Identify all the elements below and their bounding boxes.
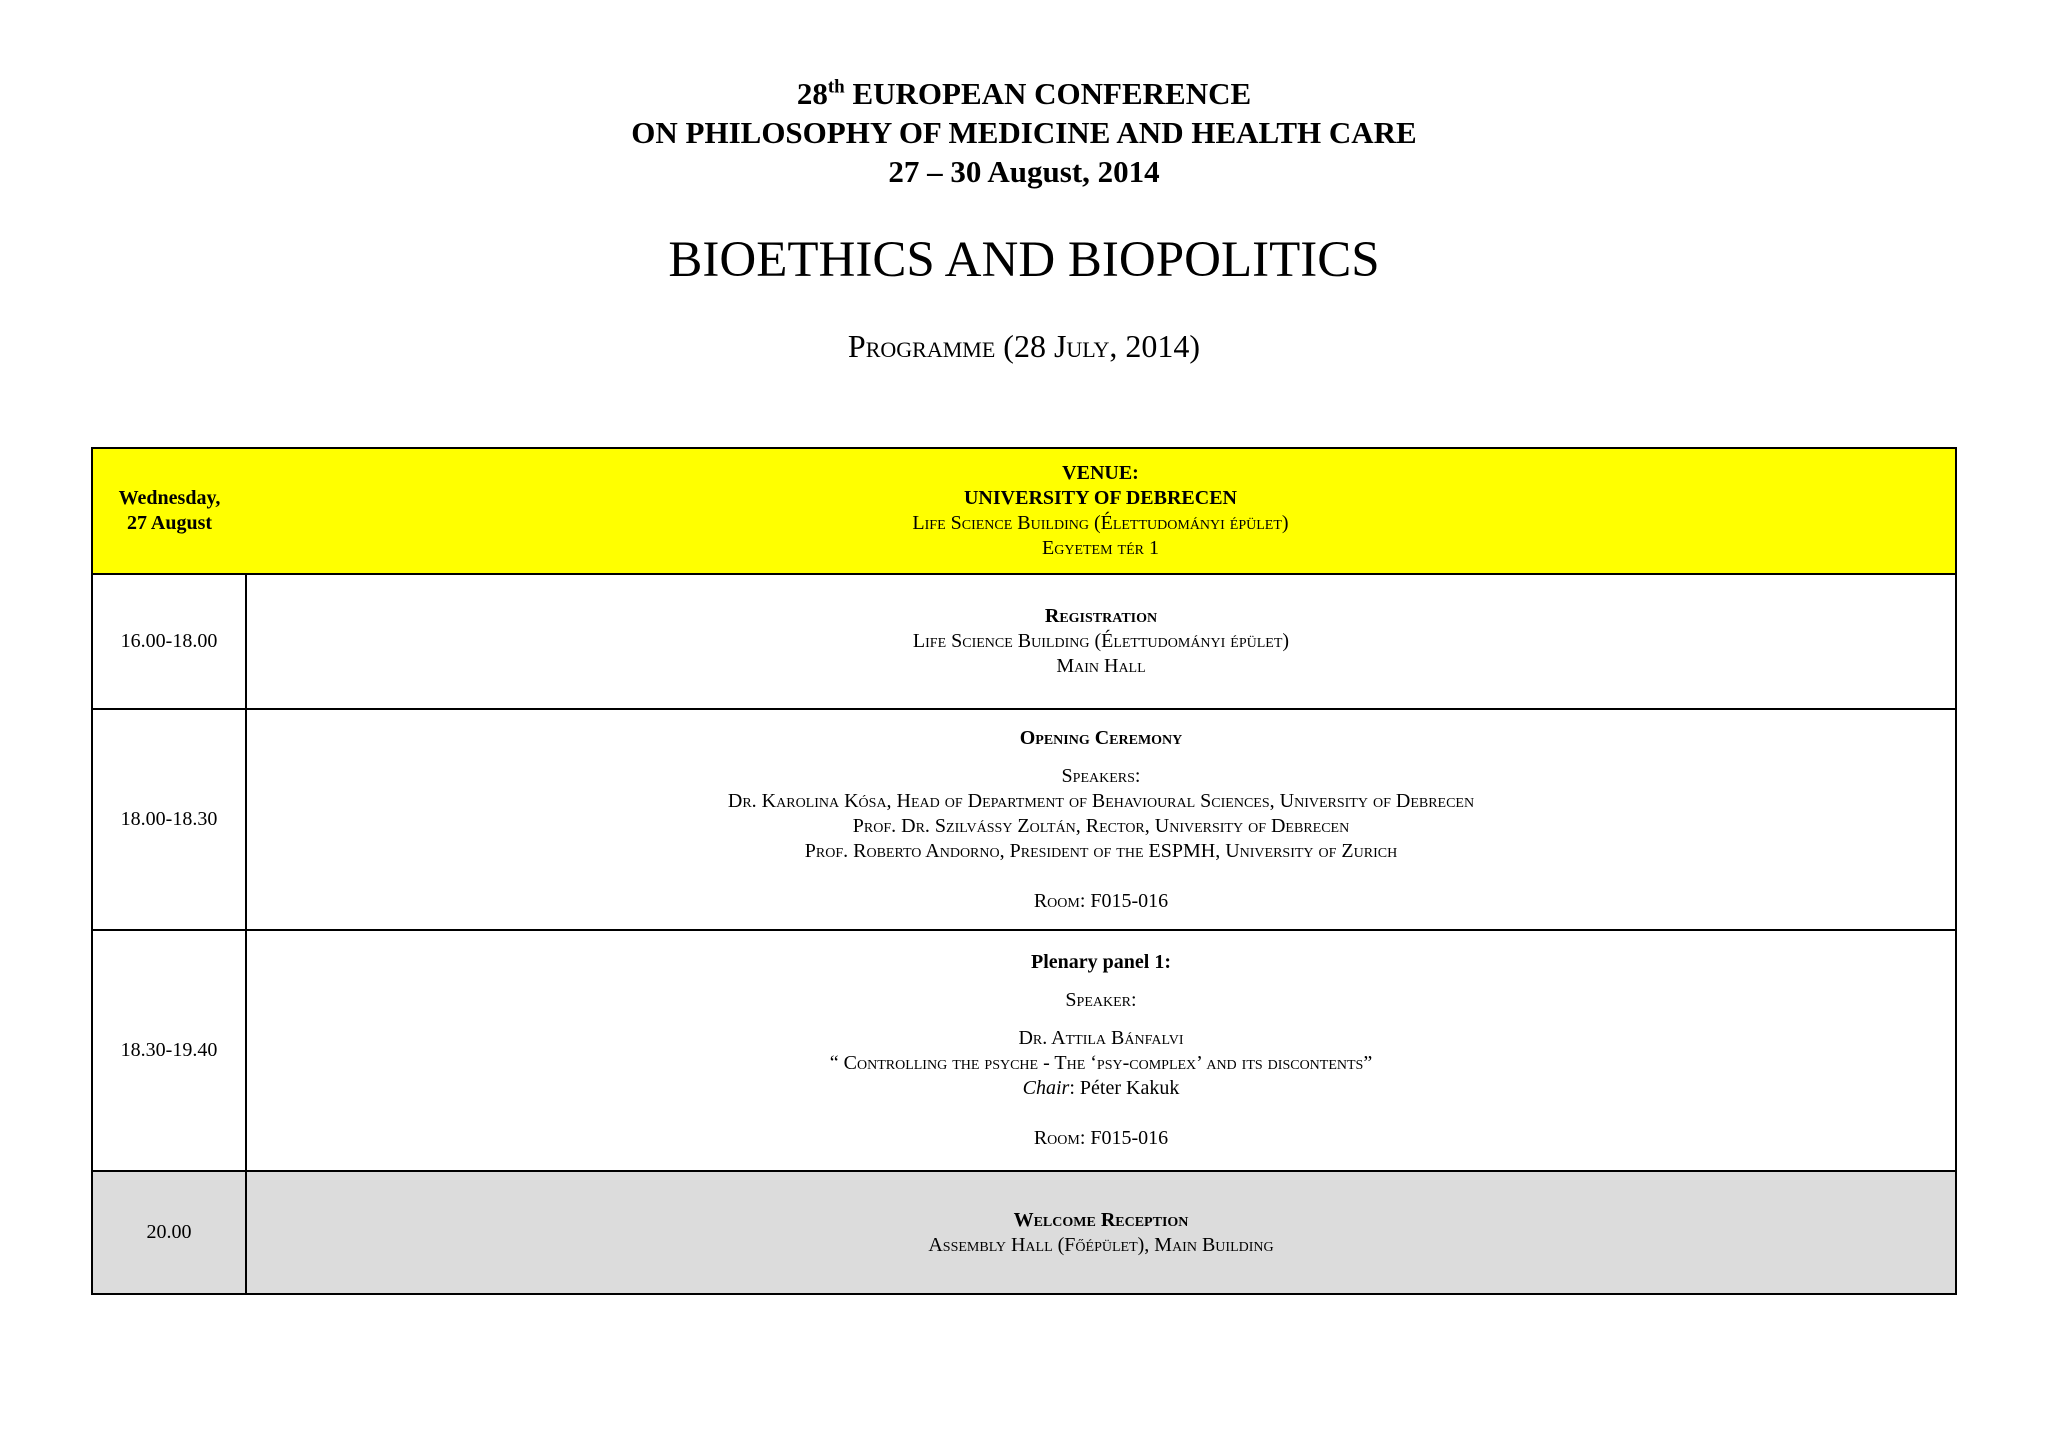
main-title: BIOETHICS AND BIOPOLITICS — [668, 232, 1380, 288]
conference-line-1 — [0, 74, 2048, 113]
session-cell — [246, 574, 1956, 709]
venue-building: Life Science Building (Élettudományi épület) — [912, 512, 1289, 534]
conference-dates: 27 – 30 August, 2014 — [888, 154, 1160, 189]
session-location: Main Hall — [1056, 655, 1146, 677]
speaker-line: Prof. Dr. Szilvássy Zoltán, Rector, University of Debrecen — [852, 814, 1350, 837]
schedule-table — [91, 447, 1957, 1295]
session-time: 16.00-18.00 — [92, 574, 246, 709]
table-row — [92, 1171, 1956, 1294]
chair-label: Chair — [1022, 1077, 1070, 1099]
session-room: Room: F015-016 — [1033, 889, 1169, 912]
chair-name: : Péter Kakuk — [1069, 1077, 1180, 1099]
session-title: Welcome Reception — [1013, 1208, 1189, 1231]
speaker-label: Speaker: — [1065, 989, 1137, 1011]
programme-subtitle: Programme (28 July, 2014) — [847, 328, 1201, 364]
session-cell — [246, 1171, 1956, 1294]
session-title: Opening Ceremony — [1019, 726, 1183, 749]
session-title: Registration — [1044, 605, 1158, 627]
session-cell — [246, 930, 1956, 1171]
session-time: 20.00 — [92, 1171, 246, 1294]
conference-heading — [0, 74, 2048, 191]
session-time: 18.30-19.40 — [92, 930, 246, 1171]
day-weekday: Wednesday, — [118, 487, 221, 509]
speaker-line: Prof. Roberto Andorno, President of the ESPMH, University of Zurich — [804, 839, 1398, 862]
speaker-line: Dr. Karolina Kósa, Head of Department of Behavioural Sciences, University of Debrecen — [727, 789, 1475, 812]
table-row — [92, 709, 1956, 930]
speaker-name: Dr. Attila Bánfalvi — [1018, 1027, 1184, 1049]
venue-cell — [246, 448, 1956, 574]
venue-university: UNIVERSITY OF DEBRECEN — [963, 487, 1237, 509]
session-building: Life Science Building (Élettudományi épület) — [912, 630, 1290, 652]
speakers-label: Speakers: — [1061, 764, 1141, 787]
venue-label: VENUE: — [1062, 462, 1139, 484]
session-cell — [246, 709, 1956, 930]
conference-ordinal-suffix: th — [827, 76, 845, 98]
venue-address: Egyetem tér 1 — [1042, 537, 1159, 559]
conference-line-2: ON PHILOSOPHY OF MEDICINE AND HEALTH CARE — [631, 115, 1417, 150]
day-date: 27 August — [126, 512, 213, 534]
session-time: 18.00-18.30 — [92, 709, 246, 930]
day-cell — [92, 448, 246, 574]
conference-line-1-rest: EUROPEAN CONFERENCE — [844, 76, 1252, 111]
table-row — [92, 930, 1956, 1171]
table-row — [92, 574, 1956, 709]
session-room: Room: F015-016 — [1033, 1127, 1169, 1149]
chair-line — [247, 1076, 1955, 1101]
session-title: Plenary panel 1: — [1031, 951, 1171, 973]
venue-header-row — [92, 448, 1956, 574]
conference-ordinal: 28 — [796, 76, 828, 111]
talk-title: “ Controlling the psyche - The ‘psy-complex’ and its discontents” — [829, 1052, 1373, 1074]
session-location: Assembly Hall (Főépület), Main Building — [928, 1233, 1274, 1256]
